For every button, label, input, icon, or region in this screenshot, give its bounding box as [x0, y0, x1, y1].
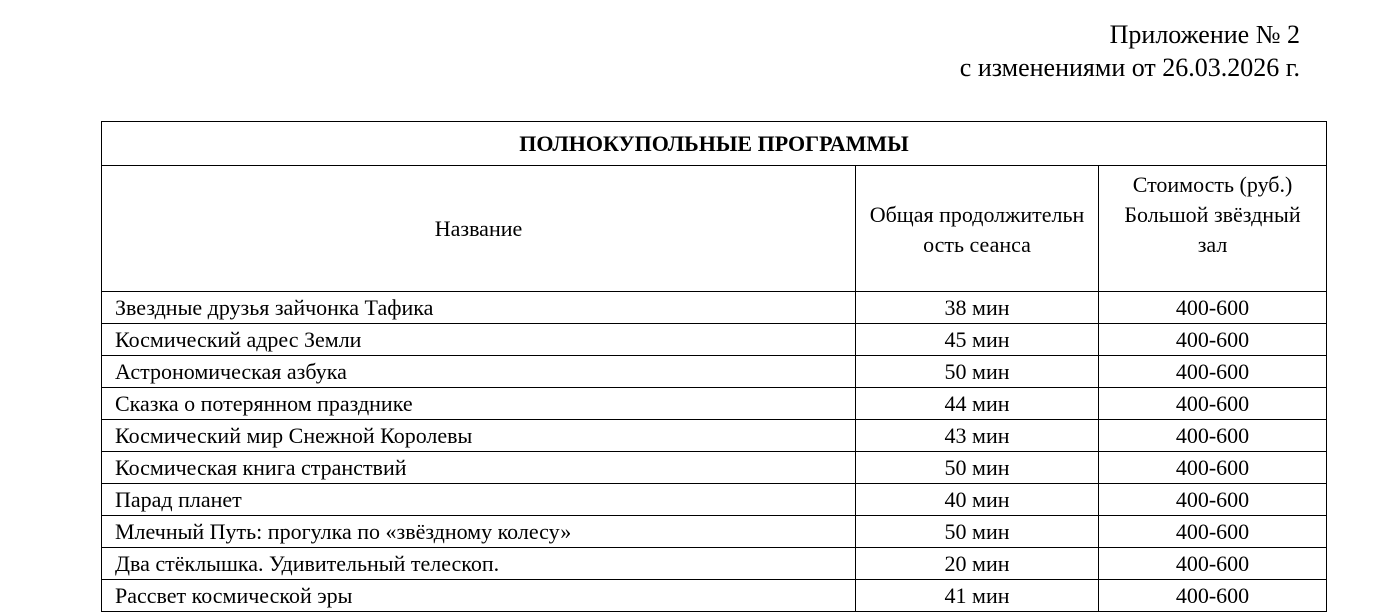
- program-name-cell: Космическая книга странствий: [102, 452, 856, 484]
- table-row: [102, 548, 1327, 580]
- price-cell: 400-600: [1099, 452, 1327, 484]
- program-name-cell: Звездные друзья зайчонка Тафика: [102, 292, 856, 324]
- table-row: [102, 484, 1327, 516]
- duration-cell: 50 мин: [856, 516, 1099, 548]
- table-body: [102, 292, 1327, 612]
- duration-cell: 43 мин: [856, 420, 1099, 452]
- price-cell: 400-600: [1099, 356, 1327, 388]
- table-row: [102, 420, 1327, 452]
- duration-cell: 44 мин: [856, 388, 1099, 420]
- table-row: [102, 452, 1327, 484]
- table-row: [102, 388, 1327, 420]
- appendix-revision-date: с изменениями от 26.03.2026 г.: [959, 53, 1300, 82]
- price-cell: 400-600: [1099, 484, 1327, 516]
- price-cell: 400-600: [1099, 420, 1327, 452]
- duration-cell: 45 мин: [856, 324, 1099, 356]
- column-header-price: [1099, 166, 1327, 292]
- program-name-cell: Сказка о потерянном празднике: [102, 388, 856, 420]
- table-title-row: [102, 122, 1327, 166]
- column-header-price-text: Стоимость (руб.) Большой звёздный зал: [1124, 172, 1301, 257]
- price-cell: 400-600: [1099, 324, 1327, 356]
- price-cell: 400-600: [1099, 516, 1327, 548]
- duration-cell: 40 мин: [856, 484, 1099, 516]
- appendix-header: [960, 18, 1300, 84]
- table-title: ПОЛНОКУПОЛЬНЫЕ ПРОГРАММЫ: [102, 122, 1327, 166]
- duration-cell: 50 мин: [856, 452, 1099, 484]
- program-name-cell: Рассвет космической эры: [102, 580, 856, 612]
- program-name-cell: Космический мир Снежной Королевы: [102, 420, 856, 452]
- table-row: [102, 356, 1327, 388]
- program-name-cell: Парад планет: [102, 484, 856, 516]
- column-header-duration-text: Общая продолжительность сеанса: [869, 201, 1085, 257]
- table-row: [102, 292, 1327, 324]
- programs-table: [101, 121, 1327, 612]
- table-header-row: [102, 166, 1327, 292]
- appendix-number: Приложение № 2: [1109, 20, 1300, 49]
- table-row: [102, 580, 1327, 612]
- price-cell: 400-600: [1099, 388, 1327, 420]
- duration-cell: 20 мин: [856, 548, 1099, 580]
- price-cell: 400-600: [1099, 292, 1327, 324]
- duration-cell: 50 мин: [856, 356, 1099, 388]
- column-header-duration: [856, 166, 1099, 292]
- table-row: [102, 516, 1327, 548]
- price-cell: 400-600: [1099, 580, 1327, 612]
- price-cell: 400-600: [1099, 548, 1327, 580]
- program-name-cell: Два стёклышка. Удивительный телескоп.: [102, 548, 856, 580]
- duration-cell: 38 мин: [856, 292, 1099, 324]
- program-name-cell: Космический адрес Земли: [102, 324, 856, 356]
- program-name-cell: Млечный Путь: прогулка по «звёздному колесу»: [102, 516, 856, 548]
- duration-cell: 41 мин: [856, 580, 1099, 612]
- table-row: [102, 324, 1327, 356]
- program-name-cell: Астрономическая азбука: [102, 356, 856, 388]
- column-header-name: Название: [102, 166, 856, 292]
